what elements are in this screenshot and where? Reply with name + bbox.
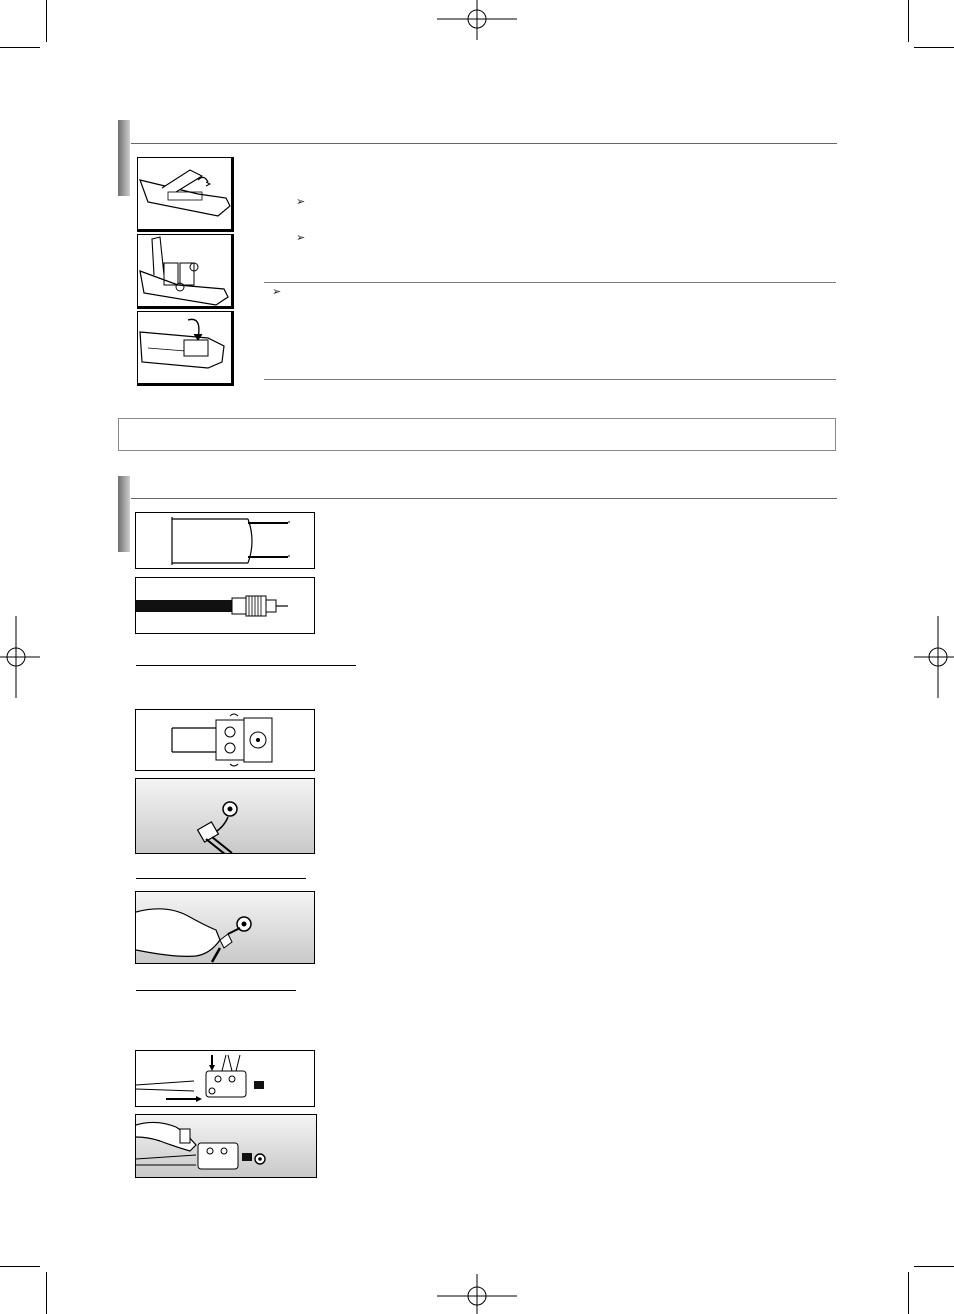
note-top-rule xyxy=(264,282,836,283)
note-arrow-icon: ➢ xyxy=(296,232,306,244)
crop-mark xyxy=(46,1272,47,1314)
figure-twin-lead-cable xyxy=(135,512,315,569)
figure-plug-into-ant-jack xyxy=(135,778,315,854)
figure-hand-insert-plug xyxy=(135,891,315,964)
crop-mark xyxy=(908,1272,909,1314)
figure-splitter-connections xyxy=(135,1050,315,1107)
section-heading-rule xyxy=(131,498,837,499)
crop-mark xyxy=(914,47,954,48)
subheading-underline xyxy=(136,665,356,666)
registration-mark-bottom xyxy=(437,1274,517,1314)
crop-mark xyxy=(908,0,909,42)
subheading-underline xyxy=(136,990,296,991)
crop-mark xyxy=(914,1266,954,1267)
figure-remote-close-cover xyxy=(137,311,234,386)
crop-mark xyxy=(0,47,40,48)
subheading-underline xyxy=(136,878,306,879)
figure-remote-open-cover xyxy=(137,157,234,232)
figure-coaxial-cable-plug xyxy=(135,577,315,634)
note-arrow-icon: ➢ xyxy=(296,196,306,208)
note-arrow-icon: ➢ xyxy=(272,286,282,298)
note-bottom-rule xyxy=(264,379,836,380)
section-marker-bar xyxy=(118,476,130,552)
crop-mark xyxy=(46,0,47,42)
note-box xyxy=(118,418,836,451)
figure-adapter-screw-terminals xyxy=(135,709,315,771)
section-heading-rule xyxy=(131,143,837,144)
registration-mark-top xyxy=(437,0,517,42)
registration-mark-right xyxy=(914,616,954,698)
registration-mark-left xyxy=(0,616,40,698)
figure-hand-splitter-connection xyxy=(135,1114,317,1178)
figure-remote-insert-batteries xyxy=(137,234,234,309)
section-marker-bar xyxy=(118,120,130,196)
crop-mark xyxy=(0,1266,40,1267)
